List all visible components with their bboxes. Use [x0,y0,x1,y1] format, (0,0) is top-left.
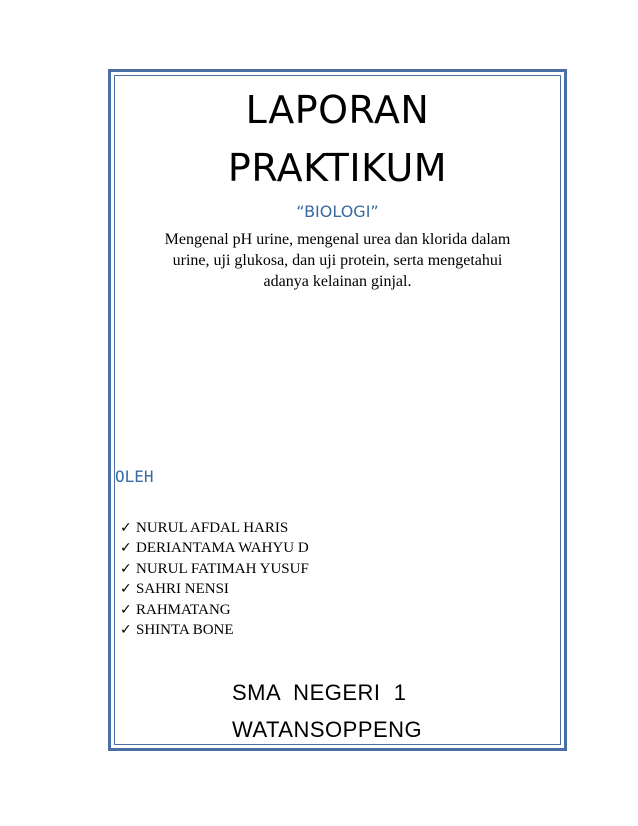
member-name: NURUL FATIMAH YUSUF [136,560,309,577]
list-item [120,579,309,599]
checkmark-icon: ✓ [120,622,132,639]
school-location: WATANSOPPENG [232,717,423,742]
checkmark-icon: ✓ [120,560,132,577]
checkmark-icon: ✓ [120,520,132,536]
member-name: RAHMATANG [136,601,231,618]
member-name: SHINTA BONE [136,622,234,639]
checkmark-icon: ✓ [120,601,132,618]
list-item [120,620,309,640]
school-name: SMA NEGERI 1 [232,680,407,705]
subject-label: “BIOLOGI” [296,202,379,221]
checkmark-icon: ✓ [120,581,132,598]
experiment-description: Mengenal pH urine, mengenal urea dan klorida dalam urine, uji glukosa, dan uji protein, serta mengetahui adanya kelainan ginjal. [164,231,511,290]
report-title-line-2: PRAKTIKUM [227,146,448,190]
member-name: DERIANTAMA WAHYU D [136,540,309,557]
member-list [120,518,309,640]
list-item [120,538,309,558]
authors-heading: OLEH [115,467,154,486]
list-item [120,600,309,620]
checkmark-icon: ✓ [120,540,132,557]
member-name: NURUL AFDAL HARIS [136,520,289,536]
member-name: SAHRI NENSI [136,581,229,598]
list-item [120,518,309,538]
report-title-line-1: LAPORAN [245,88,430,132]
list-item [120,559,309,579]
